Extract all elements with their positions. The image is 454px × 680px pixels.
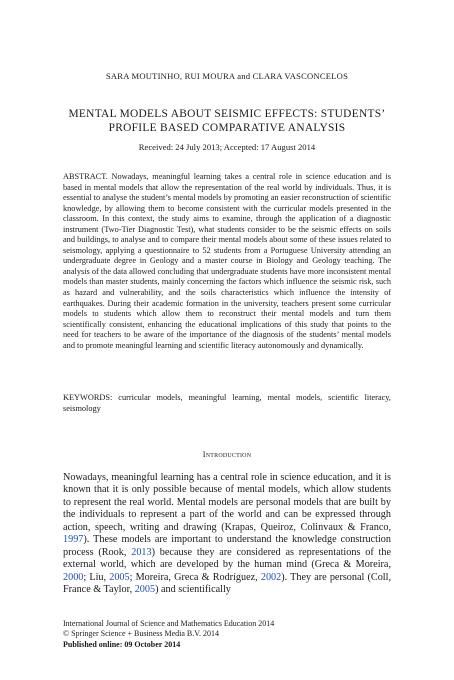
body-text-run: ; Moreira, Greca & Rodríguez, — [129, 571, 261, 583]
abstract-paragraph: ABSTRACT. Nowadays, meaningful learning takes a central role in science education and is based in mental models that allow the representation of the real world by individuals. Thus, it is essential to analyse the student’s mental models by promoting an easier reconstruction of scientific knowledge, by allowing them to become consistent with the curricular models presented in the classroom. In this context, the study aims to examine, through the application of a diagnostic instrument (Two-Tier Diagnostic Test), what students consider to be the seismic effects on soils and buildings, to analyse and to compare their mental models about some of these issues related to seismology, applying a questionnaire to 52 students from a Portuguese University attending an undergraduate degree in Geology and a master course in Biology and Geology teaching. The analysis of the data allowed concluding that undergraduate students have more inconsistent mental models than master students, mainly concerning the factors which influence the seismic risk, such as hazard and vulnerability, and the soils characteristics which influence the intensity of earthquakes. During their academic formation in the university, teachers present some curricular models to students which allow them to reconstruct their mental models and turn them scientifically consistent, enhancing the educational implications of this study that points to the need for teachers to be aware of the importance of the diagnosis of the students’ mental models and to promote meaningful learning and scientific literacy autonomously and dynamically. — [63, 172, 391, 350]
author-line: SARA MOUTINHO, RUI MOURA and CLARA VASCONCELOS — [105, 71, 349, 81]
section-heading-introduction: Introduction — [202, 450, 252, 459]
citation-link[interactable]: 2005 — [109, 571, 130, 583]
copyright-line: © Springer Science + Business Media B.V. 2014 — [63, 629, 219, 639]
body-text-run: ). They are personal (Coll, France & Taylor, — [63, 571, 391, 596]
journal-footer — [63, 619, 391, 650]
title-line-2: PROFILE BASED COMPARATIVE ANALYSIS — [108, 122, 346, 134]
keywords-paragraph: KEYWORDS: curricular models, meaningful learning, mental models, scientific literacy, seismology — [63, 393, 391, 413]
citation-link[interactable]: 2005 — [134, 584, 156, 596]
citation-link[interactable]: 2013 — [131, 546, 152, 558]
citation-link[interactable]: 2000 — [63, 571, 84, 583]
published-online-date: Published online: 09 October 2014 — [63, 639, 181, 649]
introduction-paragraph — [63, 472, 391, 597]
journal-name: International Journal of Science and Mathematics Education 2014 — [63, 619, 275, 628]
body-text-run: ) because they are considered as representations of the external world, which are developed by the human mind (Greca & Moreira, — [63, 546, 391, 571]
received-accepted-dates: Received: 24 July 2013; Accepted: 17 August 2014 — [138, 142, 316, 152]
body-text-run: ). These models are important to understand the knowledge construction process (Rook, — [63, 534, 391, 558]
title-line-1: MENTAL MODELS ABOUT SEISMIC EFFECTS: STUDENTS’ — [68, 108, 386, 120]
citation-link[interactable]: 2002 — [260, 571, 282, 583]
body-text-run: ) and scientifically — [155, 584, 231, 596]
citation-link[interactable]: 1997 — [63, 534, 84, 546]
body-text-run: ; Liu, — [83, 571, 110, 583]
body-text-run: Nowadays, meaningful learning has a central role in science education, and it is known that it is only possible because of mental models, which allow students to represent the real world. Mental models are personal models that are built by the individuals to represent a part of the world and can be expressed through action, speech, writing and drawing (Krapas, Queiroz, Colinvaux & Franco, — [63, 472, 391, 533]
article-title — [40, 107, 414, 135]
